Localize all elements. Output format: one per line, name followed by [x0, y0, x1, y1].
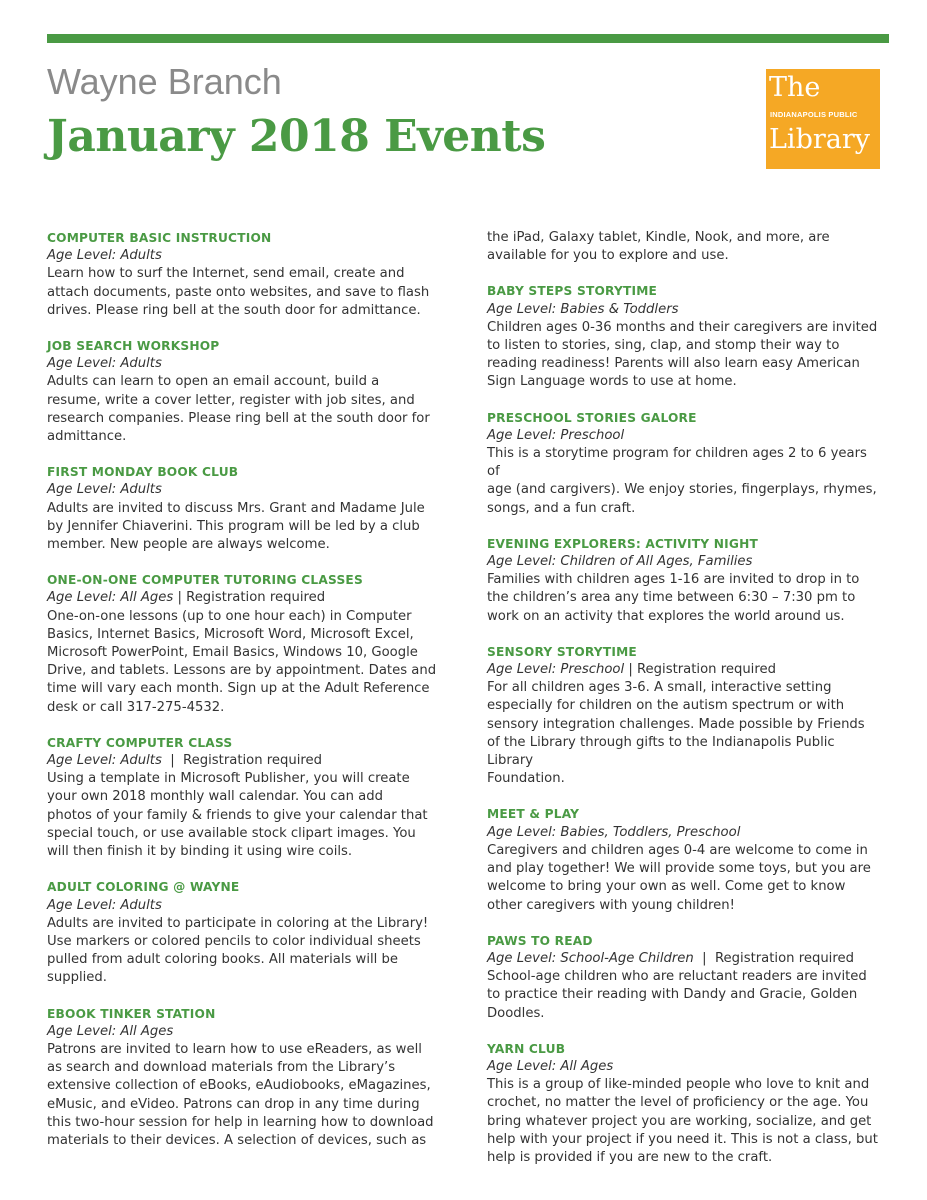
event-description-line: Adults can learn to open an email account, build a — [47, 374, 380, 390]
event-description-line: and play together! We will provide some toys, but you are — [487, 861, 871, 877]
continued-description-line: available for you to explore and use. — [487, 248, 729, 264]
event-description-line: help with your project if you need it. This is not a class, but — [487, 1131, 878, 1147]
event-title: PRESCHOOL STORIES GALORE — [487, 410, 697, 425]
event-description-line: to practice their reading with Dandy and Gracie, Golden — [487, 987, 858, 1003]
event-title: JOB SEARCH WORKSHOP — [47, 339, 220, 354]
event-description-line: materials to their devices. A selection of devices, such as — [47, 1132, 427, 1148]
event-age-level: Age Level: All Ages — [47, 590, 174, 606]
continued-text — [487, 229, 882, 265]
event-description-line: of the Library through gifts to the Indianapolis Public Library — [487, 734, 835, 769]
event-description-line: This is a group of like-minded people who love to knit and — [487, 1077, 870, 1093]
event-age-level: Age Level: Adults — [47, 753, 162, 769]
event-description-line: School-age children who are reluctant readers are invited — [487, 969, 867, 985]
event-description-line: Adults are invited to participate in coloring at the Library! — [47, 915, 429, 931]
event-age-level: Age Level: Babies & Toddlers — [487, 301, 679, 317]
event-age-line — [47, 897, 442, 915]
event-age-line — [487, 950, 882, 968]
event-title: COMPUTER BASIC INSTRUCTION — [47, 231, 272, 245]
event-registration-note: | Registration required — [161, 753, 323, 769]
event-age-line — [487, 553, 882, 571]
event-description-line: Adults are invited to discuss Mrs. Grant and Madame Jule — [47, 500, 425, 516]
logo-indianapolis-public: INDIANAPOLIS PUBLIC — [770, 110, 858, 119]
event-description-line: songs, and a fun craft. — [487, 500, 636, 516]
event-description-line: Basics, Internet Basics, Microsoft Word, Microsoft Excel, — [47, 626, 414, 642]
event-age-level: Age Level: Adults — [47, 356, 162, 372]
event-sensory-storytime — [487, 643, 882, 789]
event-description-line: your own 2018 monthly wall calendar. You can add — [47, 789, 383, 805]
event-description-line: Patrons are invited to learn how to use eReaders, as well — [47, 1041, 422, 1057]
event-description-line: attach documents, paste onto websites, and save to flash — [47, 284, 430, 300]
event-description-line: age (and cargivers). We enjoy stories, fingerplays, rhymes, — [487, 482, 877, 498]
event-description-line: Children ages 0-36 months and their caregivers are invited — [487, 319, 878, 335]
event-age-line — [487, 427, 882, 445]
event-description-line: help is provided if you are new to the craft. — [487, 1149, 773, 1165]
event-description-line: reading readiness! Parents will also learn easy American — [487, 356, 860, 372]
event-description-line: supplied. — [47, 970, 107, 986]
event-description-line: desk or call 317-275-4532. — [47, 699, 225, 715]
event-description-line: other caregivers with young children! — [487, 897, 735, 913]
event-description-line: Doodles. — [487, 1005, 545, 1021]
continued-description-line: the iPad, Galaxy tablet, Kindle, Nook, and more, are — [487, 230, 830, 245]
event-description-line: crochet, no matter the level of proficiency or the age. You — [487, 1095, 869, 1111]
event-registration-note: | Registration required — [624, 662, 776, 678]
event-age-level: Age Level: All Ages — [47, 1023, 174, 1039]
event-title: CRAFTY COMPUTER CLASS — [47, 735, 233, 750]
event-job-search-workshop — [47, 337, 442, 446]
event-description-line: bring whatever project you are working, socialize, and get — [487, 1113, 872, 1129]
event-description-line: drives. Please ring bell at the south door for admittance. — [47, 302, 421, 318]
event-description-line: Use markers or colored pencils to color individual sheets — [47, 933, 421, 949]
event-age-line — [47, 481, 442, 499]
event-age-level: Age Level: Preschool — [487, 662, 625, 678]
event-description-line: time will vary each month. Sign up at the Adult Reference — [47, 681, 430, 697]
event-first-monday-book-club — [47, 463, 442, 554]
event-age-line — [47, 589, 442, 607]
event-adult-coloring-wayne — [47, 878, 442, 987]
event-description-line: Learn how to surf the Internet, send email, create and — [47, 266, 405, 282]
event-meet-play — [487, 805, 882, 914]
event-age-line — [47, 247, 442, 265]
branch-name: Wayne Branch — [47, 61, 282, 102]
event-description-line: Microsoft PowerPoint, Email Basics, Windows 10, Google — [47, 645, 418, 661]
event-one-on-one-computer-tutoring-classes — [47, 571, 442, 717]
event-age-level: Age Level: Children of All Ages, Families — [487, 554, 753, 570]
event-description-line: pulled from adult coloring books. All materials will be — [47, 952, 399, 968]
event-description-line: extensive collection of eBooks, eAudiobooks, eMagazines, — [47, 1078, 431, 1094]
event-title: SENSORY STORYTIME — [487, 644, 637, 659]
event-description-line: will then finish it by binding it using wire coils. — [47, 844, 353, 860]
event-title: ADULT COLORING @ WAYNE — [47, 880, 240, 895]
right-column — [487, 229, 882, 1167]
event-age-level: Age Level: All Ages — [487, 1058, 614, 1074]
event-preschool-stories-galore — [487, 409, 882, 518]
event-title: FIRST MONDAY BOOK CLUB — [47, 465, 239, 480]
event-description-line: by Jennifer Chiaverini. This program will be led by a club — [47, 518, 420, 534]
event-description-line: Families with children ages 1-16 are invited to drop in to — [487, 572, 860, 588]
logo-the: The — [769, 72, 821, 103]
event-title: BABY STEPS STORYTIME — [487, 284, 658, 299]
event-title: EVENING EXPLORERS: ACTIVITY NIGHT — [487, 536, 759, 551]
event-description-line: Caregivers and children ages 0-4 are welcome to come in — [487, 842, 868, 858]
event-age-line — [487, 301, 882, 319]
event-baby-steps-storytime — [487, 282, 882, 391]
event-description-line: research companies. Please ring bell at the south door for — [47, 410, 430, 426]
event-description-line: Foundation. — [487, 771, 565, 787]
event-age-level: Age Level: Preschool — [487, 427, 625, 443]
event-age-line — [487, 1058, 882, 1076]
event-age-line — [47, 355, 442, 373]
event-computer-basic-instruction — [47, 229, 442, 320]
event-yarn-club — [487, 1040, 882, 1167]
event-age-level: Age Level: Adults — [47, 248, 162, 264]
event-registration-note: | Registration required — [693, 950, 854, 966]
event-title: PAWS TO READ — [487, 933, 593, 948]
event-ebook-tinker-station — [47, 1005, 442, 1151]
event-age-level: Age Level: Babies, Toddlers, Preschool — [487, 824, 741, 840]
event-registration-note: | Registration required — [173, 590, 326, 606]
event-crafty-computer-class — [47, 734, 442, 861]
event-age-line — [487, 824, 882, 842]
event-description-line: admittance. — [47, 429, 127, 445]
event-title: EBOOK TINKER STATION — [47, 1006, 216, 1021]
logo-library: Library — [769, 124, 871, 155]
event-age-line — [47, 752, 442, 770]
header-rule — [47, 34, 889, 43]
event-age-line — [487, 661, 882, 679]
event-description-line: to listen to stories, sing, clap, and stomp their way to — [487, 338, 840, 354]
event-age-level: Age Level: Adults — [47, 897, 162, 913]
event-title: YARN CLUB — [487, 1041, 566, 1056]
event-description-line: special touch, or use available stock clipart images. You — [47, 825, 416, 841]
event-description-line: One-on-one lessons (up to one hour each) in Computer — [47, 608, 412, 624]
event-title: ONE-ON-ONE COMPUTER TUTORING CLASSES — [47, 573, 363, 588]
event-age-level: Age Level: Adults — [47, 482, 162, 498]
event-description-line: Sign Language words to use at home. — [487, 374, 737, 390]
event-description-line: For all children ages 3-6. A small, interactive setting — [487, 680, 832, 696]
event-description-line: as search and download materials from the Library’s — [47, 1060, 396, 1076]
event-description-line: Using a template in Microsoft Publisher, you will create — [47, 771, 410, 787]
event-description-line: this two-hour session for help in learning how to download — [47, 1114, 434, 1130]
event-description-line: Drive, and tablets. Lessons are by appointment. Dates and — [47, 663, 437, 679]
event-description-line: sensory integration challenges. Made possible by Friends — [487, 716, 865, 732]
library-logo — [766, 69, 880, 169]
event-title: MEET & PLAY — [487, 807, 580, 822]
page-title: January 2018 Events — [47, 111, 546, 162]
event-description-line: welcome to bring your own as well. Come get to know — [487, 879, 846, 895]
event-age-line — [47, 1023, 442, 1041]
event-age-level: Age Level: School-Age Children — [487, 950, 694, 966]
event-description-line: photos of your family & friends to give your calendar that — [47, 807, 428, 823]
event-description-line: the children’s area any time between 6:30 – 7:30 pm to — [487, 590, 856, 606]
event-description-line: This is a storytime program for children ages 2 to 6 years of — [487, 446, 867, 480]
event-description-line: member. New people are always welcome. — [47, 537, 330, 553]
event-description-line: especially for children on the autism spectrum or with — [487, 698, 845, 714]
event-paws-to-read — [487, 932, 882, 1023]
event-evening-explorers-activity-night — [487, 535, 882, 626]
event-description-line: eMusic, and eVideo. Patrons can drop in any time during — [47, 1096, 420, 1112]
left-column — [47, 229, 442, 1150]
event-description-line: work on an activity that explores the world around us. — [487, 608, 845, 624]
event-description-line: resume, write a cover letter, register with job sites, and — [47, 392, 415, 408]
